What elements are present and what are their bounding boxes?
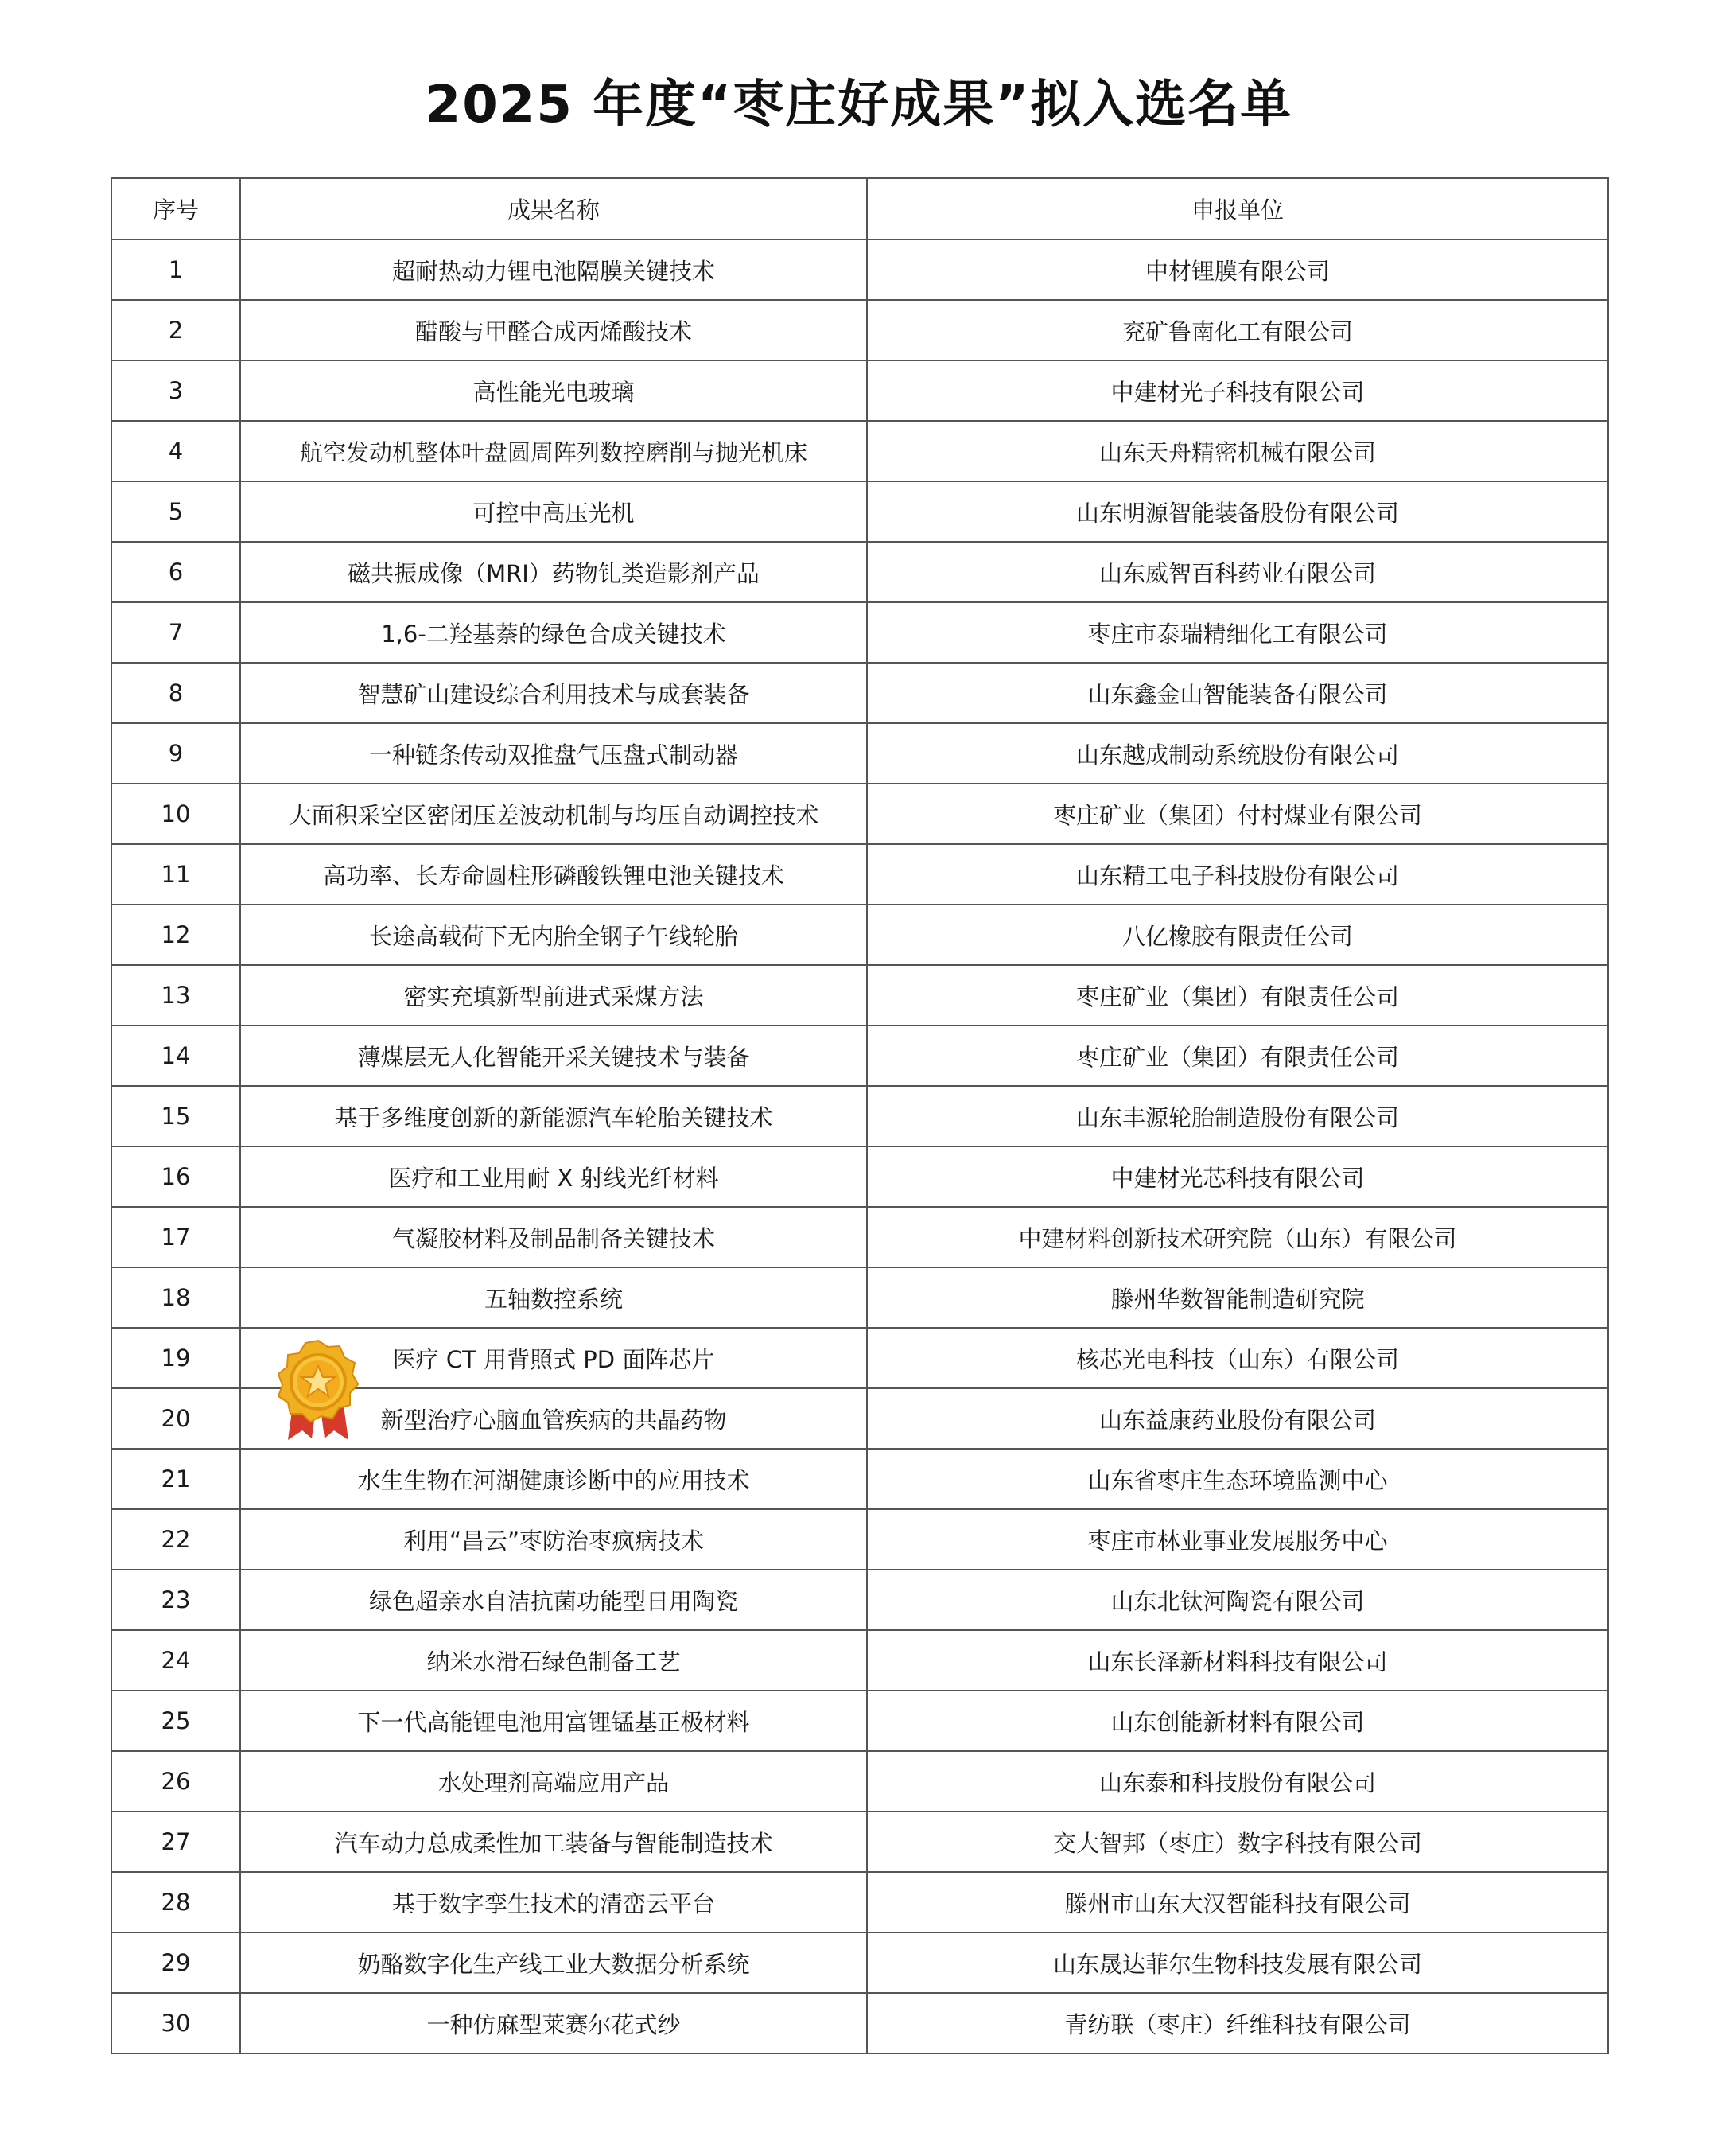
applicant-unit: 核芯光电科技（山东）有限公司: [867, 1328, 1608, 1388]
applicant-unit: 山东精工电子科技股份有限公司: [867, 844, 1608, 905]
row-index: 17: [111, 1207, 240, 1267]
applicant-unit: 山东天舟精密机械有限公司: [867, 421, 1608, 481]
table-row: [111, 1691, 1608, 1751]
table-row: [111, 1086, 1608, 1146]
achievement-name: 水处理剂高端应用产品: [240, 1751, 867, 1812]
table-row: [111, 1570, 1608, 1630]
achievement-name: 航空发动机整体叶盘圆周阵列数控磨削与抛光机床: [240, 421, 867, 481]
row-index: 4: [111, 421, 240, 481]
table-row: [111, 239, 1608, 300]
applicant-unit: 山东省枣庄生态环境监测中心: [867, 1449, 1608, 1509]
applicant-unit: 山东晟达菲尔生物科技发展有限公司: [867, 1932, 1608, 1993]
applicant-unit: 青纺联（枣庄）纤维科技有限公司: [867, 1993, 1608, 2053]
row-index: 25: [111, 1691, 240, 1751]
table-row: [111, 421, 1608, 481]
header-achievement-name: 成果名称: [240, 178, 867, 239]
applicant-unit: 枣庄矿业（集团）付村煤业有限公司: [867, 784, 1608, 844]
achievement-name: 1,6-二羟基萘的绿色合成关键技术: [240, 602, 867, 663]
row-index: 16: [111, 1146, 240, 1207]
row-index: 26: [111, 1751, 240, 1812]
achievement-name: 超耐热动力锂电池隔膜关键技术: [240, 239, 867, 300]
table-header-row: [111, 178, 1608, 239]
row-index: 9: [111, 723, 240, 784]
applicant-unit: 山东长泽新材料科技有限公司: [867, 1630, 1608, 1691]
table-row: [111, 1146, 1608, 1207]
table-row: [111, 1267, 1608, 1328]
applicant-unit: 交大智邦（枣庄）数字科技有限公司: [867, 1812, 1608, 1872]
table-row: [111, 1812, 1608, 1872]
row-index: 23: [111, 1570, 240, 1630]
applicant-unit: 山东北钛河陶瓷有限公司: [867, 1570, 1608, 1630]
achievement-name: 气凝胶材料及制品制备关键技术: [240, 1207, 867, 1267]
row-index: 28: [111, 1872, 240, 1932]
table-row: [111, 602, 1608, 663]
achievement-name: 大面积采空区密闭压差波动机制与均压自动调控技术: [240, 784, 867, 844]
row-index: 11: [111, 844, 240, 905]
header-index: 序号: [111, 178, 240, 239]
applicant-unit: 滕州华数智能制造研究院: [867, 1267, 1608, 1328]
table-row: [111, 1630, 1608, 1691]
row-index: 20: [111, 1388, 240, 1449]
applicant-unit: 山东威智百科药业有限公司: [867, 542, 1608, 602]
row-index: 5: [111, 481, 240, 542]
achievement-name: 汽车动力总成柔性加工装备与智能制造技术: [240, 1812, 867, 1872]
achievement-name: 奶酪数字化生产线工业大数据分析系统: [240, 1932, 867, 1993]
row-index: 18: [111, 1267, 240, 1328]
table-row: [111, 1025, 1608, 1086]
row-index: 10: [111, 784, 240, 844]
table-row: [111, 784, 1608, 844]
row-index: 14: [111, 1025, 240, 1086]
achievement-name: 下一代高能锂电池用富锂锰基正极材料: [240, 1691, 867, 1751]
applicant-unit: 枣庄矿业（集团）有限责任公司: [867, 965, 1608, 1025]
achievement-name: 基于数字孪生技术的清峦云平台: [240, 1872, 867, 1932]
achievement-name: 智慧矿山建设综合利用技术与成套装备: [240, 663, 867, 723]
applicant-unit: 滕州市山东大汉智能科技有限公司: [867, 1872, 1608, 1932]
applicant-unit: 枣庄市林业事业发展服务中心: [867, 1509, 1608, 1570]
table-row: [111, 1872, 1608, 1932]
table-row: [111, 1751, 1608, 1812]
row-index: 7: [111, 602, 240, 663]
table-row: [111, 844, 1608, 905]
row-index: 1: [111, 239, 240, 300]
row-index: 15: [111, 1086, 240, 1146]
applicant-unit: 枣庄市泰瑞精细化工有限公司: [867, 602, 1608, 663]
row-index: 12: [111, 905, 240, 965]
applicant-unit: 山东越成制动系统股份有限公司: [867, 723, 1608, 784]
applicant-unit: 中建材光子科技有限公司: [867, 360, 1608, 421]
achievement-name: 医疗和工业用耐 X 射线光纤材料: [240, 1146, 867, 1207]
table-row: [111, 663, 1608, 723]
achievement-name: 磁共振成像（MRI）药物钆类造影剂产品: [240, 542, 867, 602]
row-index: 27: [111, 1812, 240, 1872]
table-row: [111, 542, 1608, 602]
applicant-unit: 中材锂膜有限公司: [867, 239, 1608, 300]
table-row: [111, 1932, 1608, 1993]
applicant-unit: 山东明源智能装备股份有限公司: [867, 481, 1608, 542]
achievement-name: 绿色超亲水自洁抗菌功能型日用陶瓷: [240, 1570, 867, 1630]
table-row: [111, 481, 1608, 542]
row-index: 8: [111, 663, 240, 723]
achievement-name: 基于多维度创新的新能源汽车轮胎关键技术: [240, 1086, 867, 1146]
applicant-unit: 山东泰和科技股份有限公司: [867, 1751, 1608, 1812]
header-applicant-unit: 申报单位: [867, 178, 1608, 239]
achievement-name: 一种仿麻型莱赛尔花式纱: [240, 1993, 867, 2053]
achievement-name: 五轴数控系统: [240, 1267, 867, 1328]
page-title: 2025 年度“枣庄好成果”拟入选名单: [425, 76, 1293, 134]
achievement-name: 高功率、长寿命圆柱形磷酸铁锂电池关键技术: [240, 844, 867, 905]
achievement-name: 密实充填新型前进式采煤方法: [240, 965, 867, 1025]
row-index: 13: [111, 965, 240, 1025]
applicant-unit: 中建材料创新技术研究院（山东）有限公司: [867, 1207, 1608, 1267]
applicant-unit: 中建材光芯科技有限公司: [867, 1146, 1608, 1207]
achievement-name: 高性能光电玻璃: [240, 360, 867, 421]
achievement-name: 利用“昌云”枣防治枣疯病技术: [240, 1509, 867, 1570]
achievement-name: 可控中高压光机: [240, 481, 867, 542]
row-index: 19: [111, 1328, 240, 1388]
row-index: 24: [111, 1630, 240, 1691]
table-row: [111, 360, 1608, 421]
row-index: 30: [111, 1993, 240, 2053]
applicant-unit: 山东益康药业股份有限公司: [867, 1388, 1608, 1449]
table-row: [111, 723, 1608, 784]
achievement-name: 纳米水滑石绿色制备工艺: [240, 1630, 867, 1691]
table-row: [111, 905, 1608, 965]
award-medal-icon: [270, 1338, 366, 1442]
applicant-unit: 八亿橡胶有限责任公司: [867, 905, 1608, 965]
achievement-name: 新型治疗心脑血管疾病的共晶药物: [240, 1388, 867, 1449]
applicant-unit: 兖矿鲁南化工有限公司: [867, 300, 1608, 360]
row-index: 22: [111, 1509, 240, 1570]
applicant-unit: 山东创能新材料有限公司: [867, 1691, 1608, 1751]
table-row: [111, 1509, 1608, 1570]
achievement-name: 一种链条传动双推盘气压盘式制动器: [240, 723, 867, 784]
row-index: 29: [111, 1932, 240, 1993]
table-row: [111, 1993, 1608, 2053]
row-index: 3: [111, 360, 240, 421]
applicant-unit: 枣庄矿业（集团）有限责任公司: [867, 1025, 1608, 1086]
row-index: 21: [111, 1449, 240, 1509]
row-index: 2: [111, 300, 240, 360]
achievement-name: 醋酸与甲醛合成丙烯酸技术: [240, 300, 867, 360]
applicant-unit: 山东鑫金山智能装备有限公司: [867, 663, 1608, 723]
table-row: [111, 1207, 1608, 1267]
results-table: [111, 177, 1609, 2054]
table-row: [111, 300, 1608, 360]
achievement-name: 薄煤层无人化智能开采关键技术与装备: [240, 1025, 867, 1086]
achievement-name: 水生生物在河湖健康诊断中的应用技术: [240, 1449, 867, 1509]
achievement-name: 长途高载荷下无内胎全钢子午线轮胎: [240, 905, 867, 965]
achievement-name: 医疗 CT 用背照式 PD 面阵芯片: [240, 1328, 867, 1388]
row-index: 6: [111, 542, 240, 602]
table-row: [111, 965, 1608, 1025]
table-row: [111, 1449, 1608, 1509]
applicant-unit: 山东丰源轮胎制造股份有限公司: [867, 1086, 1608, 1146]
